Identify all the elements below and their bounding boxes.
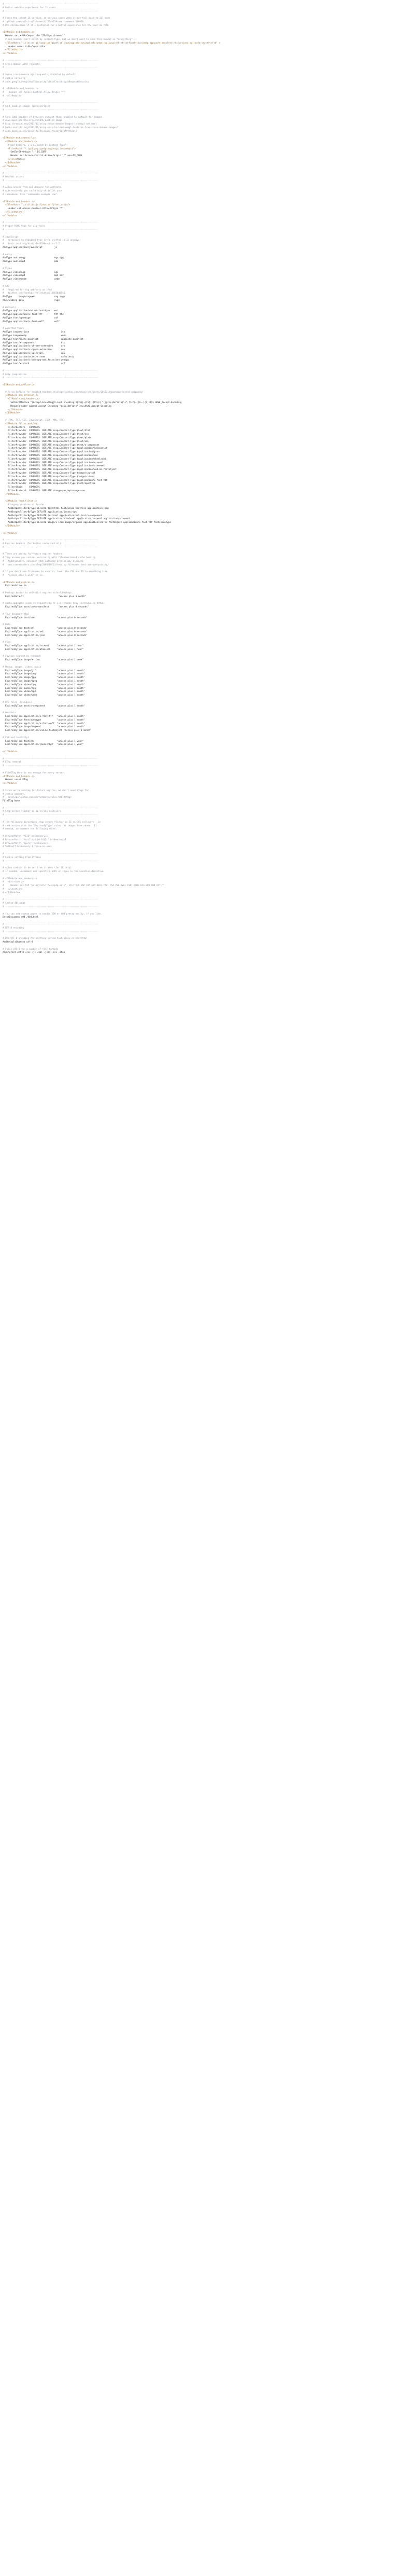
directive-line: AddType application/javascript js bbox=[3, 246, 57, 249]
block-tag-line: </IfModule> bbox=[3, 161, 20, 164]
section-rule: # ---------------------------------------------------------------------- bbox=[3, 59, 98, 62]
comment-line: # Assorted types bbox=[3, 327, 24, 330]
blank-line bbox=[3, 264, 394, 268]
section-rule: # ---------------------------------------------------------------------- bbox=[3, 172, 98, 175]
directive-line: ExpiresByType application/x-font-woff "access plus 1 month" bbox=[3, 722, 85, 725]
blank-line bbox=[3, 768, 394, 772]
section-rule: # ---------------------------------------------------------------------- bbox=[3, 898, 98, 902]
directive-line: FilterProvider COMPRESS DEFLATE resp=Content-Type $image/x-icon bbox=[3, 475, 94, 478]
block-tag-line: </FilesMatch> bbox=[3, 49, 23, 52]
comment-line: # Media: images, video, audio bbox=[3, 666, 41, 669]
comment-line: # </IfModule> bbox=[3, 94, 21, 98]
directive-line: AddOutputFilterByType DEFLATE application/xhtml+xml application/rss+xml application/atom+xml bbox=[3, 518, 130, 521]
comment-line: # HTC files (css3pie) bbox=[3, 701, 32, 704]
comment-line: # SetEnvIf brokenvary 1 force-no-vary bbox=[3, 846, 52, 849]
block-tag-line: <IfModule mod_setenvif.c> bbox=[3, 137, 36, 140]
directive-line: AddType image/x-icon ico bbox=[3, 331, 65, 334]
block-tag-line: <IfModule mod_headers.c> bbox=[3, 141, 37, 144]
comment-line: # Webfont access bbox=[3, 176, 24, 179]
blank-line bbox=[3, 70, 394, 74]
comment-line: # static content. bbox=[3, 793, 25, 796]
comment-line: # CSS and JavaScript bbox=[3, 736, 30, 739]
comment-line: # Your document html bbox=[3, 613, 30, 616]
section-rule: # ---------------------------------------------------------------------- bbox=[3, 179, 98, 182]
directive-line: FilterProvider COMPRESS DEFLATE resp=Content-Type $image/svg+xml bbox=[3, 472, 96, 475]
directive-line: AddType audio/mp4 m4a bbox=[3, 260, 59, 264]
directive-line: ExpiresByType application/javascript "access plus 1 year" bbox=[3, 743, 84, 746]
blank-line bbox=[3, 232, 394, 236]
comment-line: # ETag removal bbox=[3, 761, 21, 764]
comment-line: # github.com/rails/rails/commit/123eb25#commitcomment-118920 bbox=[3, 20, 84, 23]
directive-line: Header set X-UA-Compatible "IE=Edge,chrome=1" bbox=[3, 35, 65, 38]
comment-line: # cache.appcache needs re-requests in FF 3.6 (thanks Remy ~Introducing HTML5) bbox=[3, 602, 105, 605]
directive-line: ExpiresByType text/xml "access plus 0 seconds" bbox=[3, 627, 88, 630]
directive-line: AddType text/x-vcard vcf bbox=[3, 363, 65, 366]
block-tag-line: <IfModule mod_deflate.c> bbox=[3, 384, 35, 387]
comment-line: # Use ChromeFrame if it's installed for a better experience for the poor IE folk bbox=[3, 24, 109, 27]
blank-line bbox=[3, 28, 394, 32]
block-tag-line: <IfModule mod_headers.c> bbox=[3, 775, 35, 778]
blank-line bbox=[3, 638, 394, 641]
directive-line: FilterProtocol COMPRESS DEFLATE change=yes;byteranges=no bbox=[3, 489, 85, 492]
blank-line bbox=[3, 945, 394, 948]
directive-line: ExpiresByType image/png "access plus 1 month" bbox=[3, 673, 85, 676]
blank-line bbox=[3, 874, 394, 878]
directive-line: FilterProvider COMPRESS DEFLATE resp=Content-Type $application/x-font-ttf bbox=[3, 479, 108, 482]
section-rule: # ---------------------------------------------------------------------- bbox=[3, 814, 98, 817]
directive-line: ExpiresByType application/xml "access plus 0 seconds" bbox=[3, 630, 88, 633]
directive-line: ExpiresByType application/x-font-ttf "access plus 1 month" bbox=[3, 715, 85, 718]
directive-line: Header set Access-Control-Allow-Origin "*" bbox=[3, 207, 64, 211]
directive-line: FilterProvider COMPRESS DEFLATE resp=Content-Type $text/html bbox=[3, 430, 90, 433]
comment-line: # developer.yahoo.com/performance/rules.html#etags bbox=[3, 796, 72, 799]
section-rule: # ---------------------------------------------------------------------- bbox=[3, 221, 98, 225]
comment-line: # HTML, TXT, CSS, JavaScript, JSON, XML, HTC: bbox=[3, 419, 65, 422]
directive-line: ExpiresByType image/jpg "access plus 1 month" bbox=[3, 676, 85, 680]
directive-line: AddType audio/ogg oga ogg bbox=[3, 257, 64, 260]
directive-line: FilterProvider COMPRESS DEFLATE resp=Content-Type $text/plain bbox=[3, 437, 92, 440]
comment-line: # code.google.com/p/html5security/wiki/CrossOriginRequestSecurity bbox=[3, 80, 89, 84]
directive-line: AddType video/webm webm bbox=[3, 278, 60, 281]
directive-line: ExpiresByType image/gif "access plus 1 month" bbox=[3, 669, 85, 672]
comment-line: # www.stevesouders.com/blog/2008/08/23/revving-filenames-dont-use-querystring/ bbox=[3, 563, 109, 566]
blank-line bbox=[3, 620, 394, 624]
directive-line: AddType video/mp4 mp4 m4v bbox=[3, 274, 64, 278]
directive-line: AddOutputFilterByType DEFLATE application/javascript bbox=[3, 510, 77, 514]
blank-line bbox=[3, 804, 394, 807]
directive-line: ExpiresByType video/mp4 "access plus 1 month" bbox=[3, 690, 85, 694]
comment-line: # CORS-enabled images (@crossorigin) bbox=[3, 105, 51, 108]
section-rule: # ---------------------------------------------------------------------- bbox=[3, 66, 98, 70]
block-tag-line: <FilesMatch "\.(gif|png|jpe?g|svg|svgz|ico|webp)$"> bbox=[3, 147, 76, 150]
section-rule: # ---------------------------------------------------------------------- bbox=[3, 108, 98, 112]
blank-line bbox=[3, 708, 394, 712]
block-tag-line: </IfModule> bbox=[3, 493, 20, 496]
blank-line bbox=[3, 250, 394, 254]
comment-line: # They assume you control versioning with filename-based cache busting bbox=[3, 557, 96, 560]
comment-line: # Send CORS headers if browsers request them; enabled by default for images. bbox=[3, 116, 104, 119]
directive-line: AddType application/vnd.ms-fontobject eot bbox=[3, 310, 59, 313]
blank-line bbox=[3, 909, 394, 913]
directive-line: AddType application/x-font-woff woff bbox=[3, 320, 60, 323]
directive-line: FilterProvider COMPRESS DEFLATE resp=Content-Type $text/css bbox=[3, 433, 89, 436]
comment-line: # Force UTF-8 for a number of file formats bbox=[3, 948, 59, 951]
comment-line: # developer.mozilla.org/en/CORS_Enabled_Image bbox=[3, 119, 63, 122]
comment-line: # Cookie setting from iframes bbox=[3, 856, 41, 859]
comment-line: # Perhaps better to whitelist expires rules? Perhaps. bbox=[3, 592, 73, 595]
directive-line: FileETag None bbox=[3, 800, 20, 803]
directive-line: ExpiresByType application/rss+xml "access plus 1 hour" bbox=[3, 645, 84, 648]
comment-line: # UTF-8 encoding bbox=[3, 926, 24, 930]
comment-line: # <Location /> bbox=[3, 881, 24, 884]
directive-line: FilterProvider COMPRESS DEFLATE resp=Content-Type $application/atom+xml bbox=[3, 465, 105, 468]
comment-line: # <IfModule mod_headers.c> bbox=[3, 877, 37, 880]
block-tag-line: </IfModule> bbox=[3, 782, 18, 785]
directive-line: ExpiresByType image/x-icon "access plus 1 week" bbox=[3, 659, 84, 662]
directive-line: ExpiresByType text/html "access plus 0 seconds" bbox=[3, 616, 88, 619]
comment-line: # hacks.mozilla.org/2011/11/using-cors-to-load-webgl-textures-from-cross-domain-images/ bbox=[3, 126, 118, 129]
comment-line: # Audio bbox=[3, 253, 12, 256]
section-rule: # ---------------------------------------------------------------------- bbox=[3, 10, 98, 13]
directive-line: AddCharset utf-8 .css .js .xml .json .rss .atom bbox=[3, 951, 65, 954]
section-rule: # ---------------------------------------------------------------------- bbox=[3, 906, 98, 908]
blank-line bbox=[3, 133, 394, 137]
section-rule: # ---------------------------------------------------------------------- bbox=[3, 539, 98, 542]
directive-line: ExpiresByType text/css "access plus 1 year" bbox=[3, 740, 84, 743]
directive-line: AddType video/ogg ogv bbox=[3, 271, 59, 274]
block-tag-line: <FilesMatch "\.(ttf|ttc|otf|eot|woff|font.css)$"> bbox=[3, 204, 70, 207]
block-tag-line: </IfModule> bbox=[3, 214, 18, 217]
directive-line: AddType text/x-component htc bbox=[3, 341, 65, 344]
comment-line: # Webfonts bbox=[3, 712, 16, 715]
directive-line: AddOutputFilterByType DEFLATE image/x-icon image/svg+xml application/vnd.ms-fontobject application/x-font-ttf font/opentype bbox=[3, 521, 171, 524]
comment-line: # Data bbox=[3, 624, 11, 627]
directive-line: ExpiresByType application/json "access plus 0 seconds" bbox=[3, 634, 88, 637]
directive-line: ErrorDocument 404 /404.html bbox=[3, 916, 39, 919]
comment-line: # Since we're sending far-future expires, we don't need ETags for bbox=[3, 789, 89, 792]
block-tag-line: </IfModule> bbox=[3, 524, 20, 528]
comment-line: # Stop screen flicker in IE on CSS rollovers bbox=[3, 810, 61, 813]
directive-line: ExpiresByType image/svg+xml "access plus 1 month" bbox=[3, 726, 85, 729]
directive-line: FilterDeclare COMPRESS bbox=[3, 426, 40, 429]
comment-line: # Cross-domain AJAX requests bbox=[3, 63, 40, 66]
comment-line: # BrowserMatch "Mozilla/4.[0-9]{2}" brokenvary=1 bbox=[3, 838, 66, 841]
block-tag-line: </IfModule> bbox=[3, 408, 23, 411]
comment-line: # Required for svg webfonts on iPad bbox=[3, 288, 52, 292]
directive-line: SetEnvIf Origin ":" IS_CORS bbox=[3, 151, 47, 154]
block-tag-line: <IfModule mod_expires.c> bbox=[3, 581, 35, 584]
blank-line bbox=[3, 303, 394, 307]
directive-line: ExpiresByType text/x-component "access plus 1 month" bbox=[3, 704, 85, 708]
comment-line: # Better website experience for IE users bbox=[3, 6, 56, 9]
section-rule: # ---------------------------------------------------------------------- bbox=[3, 860, 98, 863]
directive-line: ExpiresByType video/webm "access plus 1 month" bbox=[3, 694, 85, 697]
comment-line: # Force deflate for mangled headers developer.yahoo.com/blogs/ydn/posts/2010/12/pushing-beyond-gzipping/ bbox=[3, 391, 144, 394]
directive-line: ExpiresByType image/jpeg "access plus 1 month" bbox=[3, 680, 85, 683]
blank-line bbox=[3, 324, 394, 328]
comment-line: # BrowserMatch "Opera" !brokenvary bbox=[3, 842, 48, 845]
block-tag-line: <FilesMatch "\.(js|css|gif|png|jpe?g|pdf|xml|oga|ogg|m4a|ogv|mp4|m4v|webm|svg|svgz|eot|ttf|otf|woff|ico|webp|appcache|manifest|htc|crx|oex|xpi|safariextz|vcf)$" > bbox=[3, 41, 220, 45]
blank-line bbox=[3, 652, 394, 656]
comment-line: # JavaScript bbox=[3, 236, 19, 239]
blank-line bbox=[3, 786, 394, 790]
blank-line bbox=[3, 387, 394, 391]
comment-line: # needed, un-comment the following rules. bbox=[3, 828, 57, 831]
comment-line: # BrowserMatch "MSIE" brokenvary=1 bbox=[3, 835, 48, 838]
comment-line: # Feed bbox=[3, 641, 11, 644]
directive-line: AddType application/x-web-app-manifest+json webapp bbox=[3, 359, 69, 362]
directive-line: SetEnvIfNoCase ^(Accept-EncodXng|X-cept-Encoding|X{15}|~{15}|-{15})$ ^((gzip|deflate)\s*,?\s*)+|[X~-]{4,13}$ HAVE_Accept-Encoding bbox=[3, 401, 182, 405]
comment-line: # </Location> bbox=[3, 888, 23, 891]
section-rule: # ---------------------------------------------------------------------- bbox=[3, 229, 98, 231]
blank-line bbox=[3, 832, 394, 835]
comment-line: # Alternatively you could only whitelist your bbox=[3, 190, 63, 193]
comment-line: # Header set P3P "policyref=\"/w3c/p3p.xml\", CP=\"IDC DSP COR ADM DEVi TAIi PSA PSD IVAi IVDi CONi HIS OUR IND CNT\"" bbox=[3, 884, 165, 888]
comment-line: # blog.chromium.org/2011/07/using-cross-domain-images-in-webgl-and.html bbox=[3, 123, 97, 126]
comment-line: # wiki.mozilla.org/Security/Reviews/crossoriginAttribute bbox=[3, 130, 77, 133]
block-tag-line: <IfModule filter_module> bbox=[3, 422, 37, 425]
comment-line: # Expires headers (for better cache control) bbox=[3, 542, 61, 545]
directive-line: Header unset X-UA-Compatible bbox=[3, 45, 45, 48]
comment-line: # enable-cors.org bbox=[3, 77, 25, 80]
comment-line: # twitter.com/FontSquirrel/status/14855840545 bbox=[3, 292, 65, 295]
comment-line: # The following directives stop screen flicker in IE on CSS rollovers - in bbox=[3, 821, 101, 824]
comment-line: # subdomains like "subdomain.example.com". bbox=[3, 193, 59, 197]
block-tag-line: </IfModule> bbox=[3, 532, 18, 535]
blank-line bbox=[3, 282, 394, 285]
comment-line: # Serve cross-domain Ajax requests, disabled by default. bbox=[3, 73, 77, 76]
blank-line bbox=[3, 113, 394, 116]
directive-line: AddOutputFilterByType DEFLATE text/xml application/xml text/x-component bbox=[3, 514, 102, 517]
section-rule: # ---------------------------------------------------------------------- bbox=[3, 807, 98, 810]
directive-line: FilterProvider COMPRESS DEFLATE resp=Content-Type $application/rss+xml bbox=[3, 461, 104, 464]
block-tag-line: <IfModule mod_headers.c> bbox=[3, 398, 40, 401]
directive-line: AddEncoding gzip svgz bbox=[3, 299, 60, 302]
block-tag-line: <IfModule !mod_filter.c> bbox=[3, 500, 37, 503]
block-tag-line: <IfModule mod_headers.c> bbox=[3, 200, 35, 203]
block-tag-line: </IfModule> bbox=[3, 412, 20, 415]
comment-line: # mod_headers can't match by content-type, but we don't want to send this header on *everything*... bbox=[3, 38, 137, 41]
blank-line bbox=[3, 366, 394, 370]
comment-line: # <IfModule mod_headers.c> bbox=[3, 88, 39, 91]
section-rule: # ---------------------------------------------------------------------- bbox=[3, 369, 98, 372]
section-rule: # ---------------------------------------------------------------------- bbox=[3, 377, 98, 380]
directive-line: ExpiresActive on bbox=[3, 585, 27, 588]
section-rule: # ---------------------------------------------------------------------- bbox=[3, 3, 98, 6]
comment-line: # mod_headers, y u no match by Content-Type?! bbox=[3, 144, 68, 147]
comment-line: # Video bbox=[3, 267, 12, 270]
directive-line: FilterProvider COMPRESS DEFLATE resp=Content-Type $application/json bbox=[3, 451, 100, 454]
comment-line: # These are pretty far-future expires headers. bbox=[3, 553, 64, 556]
directive-line: AddType font/opentype otf bbox=[3, 316, 59, 320]
directive-line: Header unset ETag bbox=[3, 779, 28, 782]
comment-line: # combination with the "ExpiresByType" rules for images (see above). If bbox=[3, 824, 97, 827]
section-rule: # ---------------------------------------------------------------------- bbox=[3, 765, 98, 768]
comment-line: # Use UTF-8 encoding for anything served text/plain or text/html bbox=[3, 937, 88, 940]
comment-line: # Webfonts bbox=[3, 306, 16, 309]
blank-line bbox=[3, 733, 394, 737]
directive-line: AddType text/cache-manifest appcache manifest bbox=[3, 338, 84, 341]
directive-line: ExpiresByType font/opentype "access plus 1 month" bbox=[3, 718, 85, 722]
directive-line: AddOutputFilterByType DEFLATE text/html text/plain text/css application/json bbox=[3, 507, 109, 510]
comment-line: # If you don't use filenames to version, lower the CSS and JS to something like bbox=[3, 571, 108, 574]
directive-line: AddType application/octet-stream safariextz bbox=[3, 355, 75, 358]
comment-line: # </IfModule> bbox=[3, 891, 20, 894]
blank-line bbox=[3, 497, 394, 501]
section-rule: # ---------------------------------------------------------------------- bbox=[3, 853, 98, 856]
comment-line: # Header set Access-Control-Allow-Origin "*" bbox=[3, 91, 65, 94]
blank-line bbox=[3, 818, 394, 821]
block-tag-line: </IfModule> bbox=[3, 750, 18, 753]
htaccess-document bbox=[3, 3, 394, 955]
directive-line: FilterProvider COMPRESS DEFLATE resp=Content-Type $application/xml bbox=[3, 454, 98, 457]
directive-line: FilterProvider COMPRESS DEFLATE resp=Content-Type $text/xml bbox=[3, 440, 89, 443]
section-rule: # ---------------------------------------------------------------------- bbox=[3, 546, 98, 549]
blank-line bbox=[3, 84, 394, 88]
directive-line: AddType application/x-opera-extension oex bbox=[3, 349, 65, 352]
directive-line: RequestHeader append Accept-Encoding "gzip,deflate" env=HAVE_Accept-Encoding bbox=[3, 405, 111, 408]
comment-line: # Proper MIME type for all files bbox=[3, 225, 45, 228]
block-tag-line: </IfModule> bbox=[3, 52, 18, 56]
directive-line: FilterProvider COMPRESS DEFLATE resp=Content-Type $application/javascript bbox=[3, 447, 108, 450]
comment-line: # FileETag None is not enough for every server. bbox=[3, 771, 65, 774]
comment-line: # Allow access from all domains for webfonts. bbox=[3, 186, 63, 189]
blank-line bbox=[3, 380, 394, 384]
block-tag-line: <IfModule mod_headers.c> bbox=[3, 31, 35, 34]
directive-line: FilterProvider COMPRESS DEFLATE resp=Content-Type $font/opentype bbox=[3, 482, 96, 486]
comment-line: # "access plus 1 week" or so. bbox=[3, 574, 44, 577]
comment-line: # Normalize to standard type (it's sniffed in IE anyways) bbox=[3, 239, 81, 242]
block-tag-line: </IfModule> bbox=[3, 165, 18, 168]
directive-line: ExpiresDefault "access plus 1 month" bbox=[3, 595, 87, 598]
blank-line bbox=[3, 920, 394, 923]
directive-line: ExpiresByType audio/ogg "access plus 1 month" bbox=[3, 687, 85, 690]
comment-line: # Allow cookies to be set from iframes (for IE only) bbox=[3, 867, 72, 870]
directive-line: FilterProvider COMPRESS DEFLATE resp=Content-Type $application/xhtml+xml bbox=[3, 458, 106, 461]
directive-line: AddType application/x-xpinstall xpi bbox=[3, 352, 65, 355]
directive-line: ExpiresByType video/ogg "access plus 1 month" bbox=[3, 683, 85, 686]
blank-line bbox=[3, 578, 394, 581]
directive-line: AddType image/webp webp bbox=[3, 334, 66, 337]
comment-line: # Gzip compression bbox=[3, 373, 27, 376]
directive-line: FilterProvider COMPRESS DEFLATE resp=Content-Type $text/x-component bbox=[3, 444, 100, 447]
comment-line: # Additionally, consider that outdated proxies may miscache bbox=[3, 560, 84, 563]
comment-line: # SVG bbox=[3, 285, 9, 288]
comment-line: # Custom 404 page bbox=[3, 902, 25, 905]
section-rule: # ---------------------------------------------------------------------- bbox=[3, 930, 98, 933]
section-rule: # ---------------------------------------------------------------------- bbox=[3, 757, 98, 760]
directive-line: AddType application/x-font-ttf ttf ttc bbox=[3, 313, 64, 316]
comment-line: # Favicon (cannot be renamed) bbox=[3, 655, 41, 658]
comment-line: # You can add custom pages to handle 500 or 403 pretty easily, if you like. bbox=[3, 912, 102, 916]
directive-line: ExpiresByType application/atom+xml "access plus 1 hour" bbox=[3, 648, 84, 651]
block-tag-line: <IfModule mod_setenvif.c> bbox=[3, 394, 39, 397]
directive-line: Header set Access-Control-Allow-Origin "*" env=IS_CORS bbox=[3, 155, 82, 158]
comment-line: # If needed, uncomment and specify a path or regex in the Location directive bbox=[3, 870, 104, 874]
directive-line: AddDefaultCharset utf-8 bbox=[3, 940, 33, 944]
blank-line bbox=[3, 754, 394, 758]
directive-line: ExpiresByType text/cache-manifest "access plus 0 seconds" bbox=[3, 606, 89, 609]
blank-line bbox=[3, 416, 394, 419]
blank-line bbox=[3, 197, 394, 201]
blank-line bbox=[3, 747, 394, 751]
blank-line bbox=[3, 698, 394, 701]
blank-line bbox=[3, 529, 394, 532]
section-rule: # ---------------------------------------------------------------------- bbox=[3, 923, 98, 926]
comment-line: # tools.ietf.org/html/rfc4329#section-7.2 bbox=[3, 243, 60, 246]
block-tag-line: </FilesMatch> bbox=[3, 211, 23, 214]
comment-line: # Legacy versions of Apache bbox=[3, 504, 44, 507]
directive-line: AddType application/x-chrome-extension crx bbox=[3, 345, 65, 348]
comment-line: # Force the latest IE version, in various cases when it may fall back to IE7 mode bbox=[3, 17, 110, 20]
directive-line: FilterChain COMPRESS bbox=[3, 486, 40, 489]
directive-line: FilterProvider COMPRESS DEFLATE resp=Content-Type $application/vnd.ms-fontobject bbox=[3, 468, 117, 472]
directive-line: ExpiresByType application/vnd.ms-fontobject "access plus 1 month" bbox=[3, 729, 92, 732]
blank-line bbox=[3, 662, 394, 666]
blank-line bbox=[3, 56, 394, 60]
directive-line: AddType image/svg+xml svg svgz bbox=[3, 296, 65, 299]
blank-line bbox=[3, 610, 394, 613]
section-rule: # ---------------------------------------------------------------------- bbox=[3, 102, 98, 105]
block-tag-line: </FilesMatch> bbox=[3, 158, 25, 161]
